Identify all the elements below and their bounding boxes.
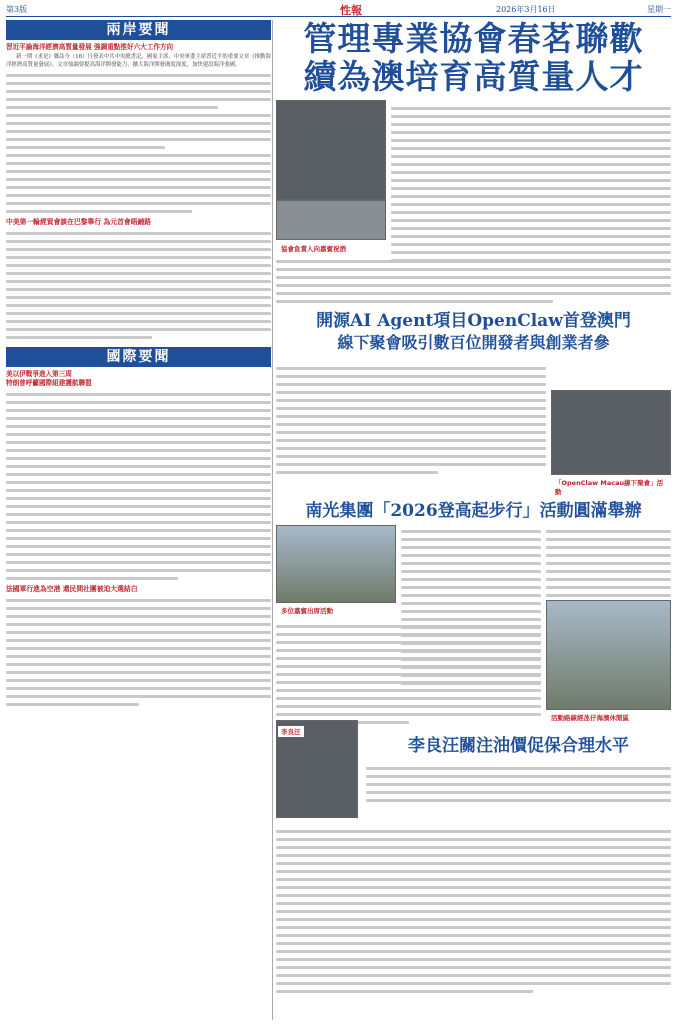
article-headline[interactable]: 特朗普呼籲國際組建護航聯盟 — [6, 379, 92, 387]
photo-banquet-lower — [276, 200, 386, 240]
article-body-lines — [6, 393, 271, 580]
article-body-lines — [391, 102, 671, 267]
page-header — [6, 3, 671, 17]
headline-main-1[interactable]: 管理專業協會春茗聯歡 — [303, 19, 644, 58]
photo-caption: 活動路線經氹仔海濱休閒區 — [548, 712, 632, 723]
article-body-lines — [276, 620, 541, 729]
issue-date: 2026年3月16日 — [496, 5, 556, 14]
article-headline[interactable]: 習近平論海洋經濟高質量發展 強調重點推好六大工作方向 — [6, 43, 174, 51]
photo-meetup — [551, 390, 671, 475]
photo-caption: 「OpenClaw Macau線下聚會」活動 — [552, 477, 671, 497]
photo-guests — [276, 525, 396, 603]
headline-main-2[interactable]: 續為澳培育高質量人才 — [303, 57, 644, 96]
headline-ai-2[interactable]: 線下聚會吸引數百位開發者與創業者參 — [337, 333, 610, 352]
photo-caption: 多位嘉賓出席活動 — [278, 605, 336, 616]
article-body-lines — [546, 525, 671, 602]
section-header-cross-strait: 兩岸要聞 — [6, 20, 271, 40]
article-body-lines — [6, 232, 271, 339]
headline-ai-1[interactable]: 開源AI Agent項目OpenClaw首登澳門 — [316, 311, 631, 331]
article-body-lines — [276, 255, 671, 308]
article-paragraph: 新一期《求是》雜誌今（16）日發表中共中央總書記、國家主席、中央軍委主席習近平的重要文章《推動海洋經濟高質量發展》。文章強調要提高海洋開發能力，擴大海洋開發廣度深度，加快建設海洋強國。 — [6, 54, 271, 68]
photo-banquet — [276, 100, 386, 200]
page-number: 第3版 — [6, 5, 28, 14]
article-body-lines — [6, 599, 271, 706]
photo-walk-route — [546, 600, 671, 710]
left-column — [6, 20, 271, 1020]
article-subheadline[interactable]: 法國軍行進為空港 還民間社團被迫大選結白 — [6, 585, 138, 593]
article-subheadline[interactable]: 中美第一輪經貿會談在巴黎舉行 為元首會晤鋪路 — [6, 218, 152, 226]
issue-weekday: 星期一 — [647, 5, 671, 14]
column-divider — [272, 20, 273, 1020]
article-body-lines — [6, 74, 271, 213]
article-body-lines — [276, 825, 671, 998]
headline-walk[interactable]: 南光集團「2026登高起步行」活動圓滿舉辦 — [305, 501, 642, 521]
article-body-lines — [276, 362, 546, 479]
section-header-international: 國際要聞 — [6, 347, 271, 367]
right-column — [276, 20, 671, 1020]
masthead-logo: 性報 — [340, 4, 362, 17]
photo-caption: 李良汪 — [278, 726, 304, 737]
headline-oil[interactable]: 李良汪關注油價促保合理水平 — [408, 736, 629, 756]
article-body-lines — [366, 762, 671, 807]
article-headline[interactable]: 美以伊戰爭進入第三周 — [6, 370, 72, 378]
photo-caption: 協會負責人向嘉賓祝酒 — [278, 243, 349, 254]
